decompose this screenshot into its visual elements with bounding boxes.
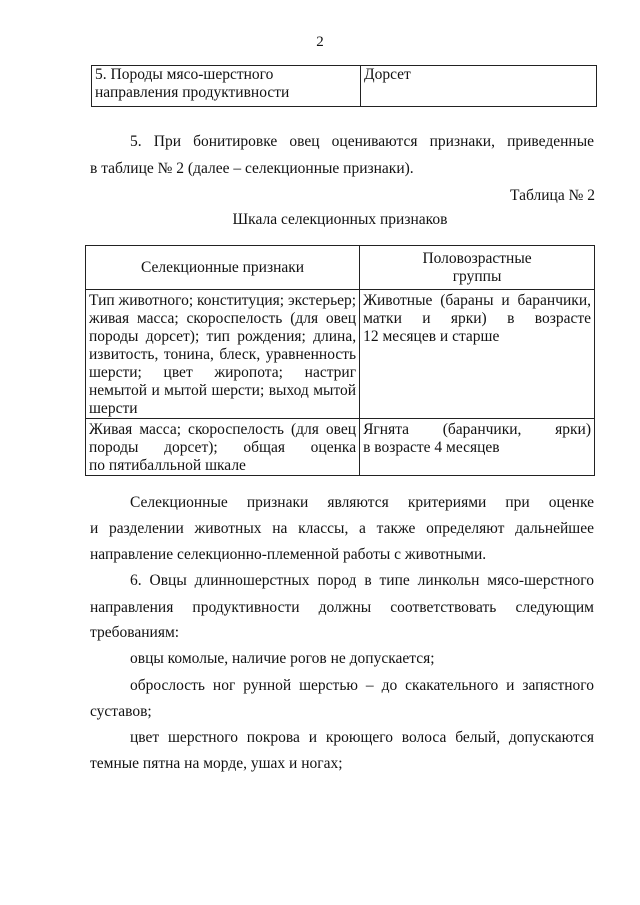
breed-table [91,65,597,107]
para6-line3: требованиям: [90,624,180,641]
header-groups [360,246,595,290]
requirement-2-line2: суставов; [90,703,152,720]
row1-groups [360,290,595,419]
row2-traits-line: породы дорсет); общая оценка [89,439,357,456]
header-traits: Селекционные признаки [86,246,360,290]
requirement-2-line1: оброслость ног рунной шерстью – до скакательного и запястного [130,677,594,694]
requirement-1: овцы комолые, наличие рогов не допускается; [130,650,435,667]
row2-groups-line: Ягнята (баранчики, ярки) [363,421,591,438]
row2-traits [86,419,360,476]
table-title: Шкала селекционных признаков [232,211,448,228]
para-selection-line3: направление селекционно-племенной работы с животными. [90,546,487,563]
header-groups-line: группы [452,267,502,285]
page-number: 2 [316,34,324,50]
para-selection-line2: и разделении животных на классы, а также определяют дальнейшее [90,520,594,537]
row2-traits-line: Живая масса; скороспелость (для овец [89,421,357,438]
breed-group-line: направления продуктивности [95,84,290,101]
row1-traits-line: шерсти [89,400,138,417]
para5-line2: в таблице № 2 (далее – селекционные признаки). [90,160,414,177]
para5-line1: 5. При бонитировке овец оцениваются признаки, приведенные [130,133,594,150]
row1-traits-line: живая масса; скороспелость (для овец [89,310,357,327]
row1-groups-line: матки и ярки) в возрасте [363,310,591,327]
row2-groups [360,419,595,476]
para-selection-line1: Селекционные признаки являются критериями при оценке [130,494,594,511]
para6-line1: 6. Овцы длинношерстных пород в типе линкольн мясо-шерстного [130,572,594,589]
row1-traits [86,290,360,419]
row1-traits-line: немытой и мытой шерсти; выход мытой [89,382,357,399]
requirement-3-line2: темные пятна на морде, ушах и ногах; [90,755,343,772]
breed-group-line: 5. Породы мясо-шерстного [95,66,274,83]
row1-groups-line: 12 месяцев и старше [363,328,500,345]
row2-groups-line: в возрасте 4 месяцев [363,439,500,456]
breed-name-cell: Дорсет [361,66,597,107]
selection-traits-table [85,245,595,476]
requirement-3-line1: цвет шерстного покрова и кроющего волоса белый, допускаются [130,729,594,746]
row1-traits-line: породы дорсет); тип рождения; длина, [89,328,357,345]
row1-traits-line: Тип животного; конституция; экстерьер; [89,292,357,309]
row1-groups-line: Животные (бараны и баранчики, [363,292,591,309]
breed-group-cell [92,66,361,107]
row1-traits-line: шерсти; цвет жиропота; настриг [89,364,357,381]
table-label: Таблица № 2 [510,187,595,204]
para6-line2: направления продуктивности должны соответствовать следующим [90,599,594,616]
header-groups-line: Половозрастные [422,249,532,267]
row2-traits-line: по пятибалльной шкале [89,457,246,474]
row1-traits-line: извитость, тонина, блеск, уравненность [89,346,357,363]
